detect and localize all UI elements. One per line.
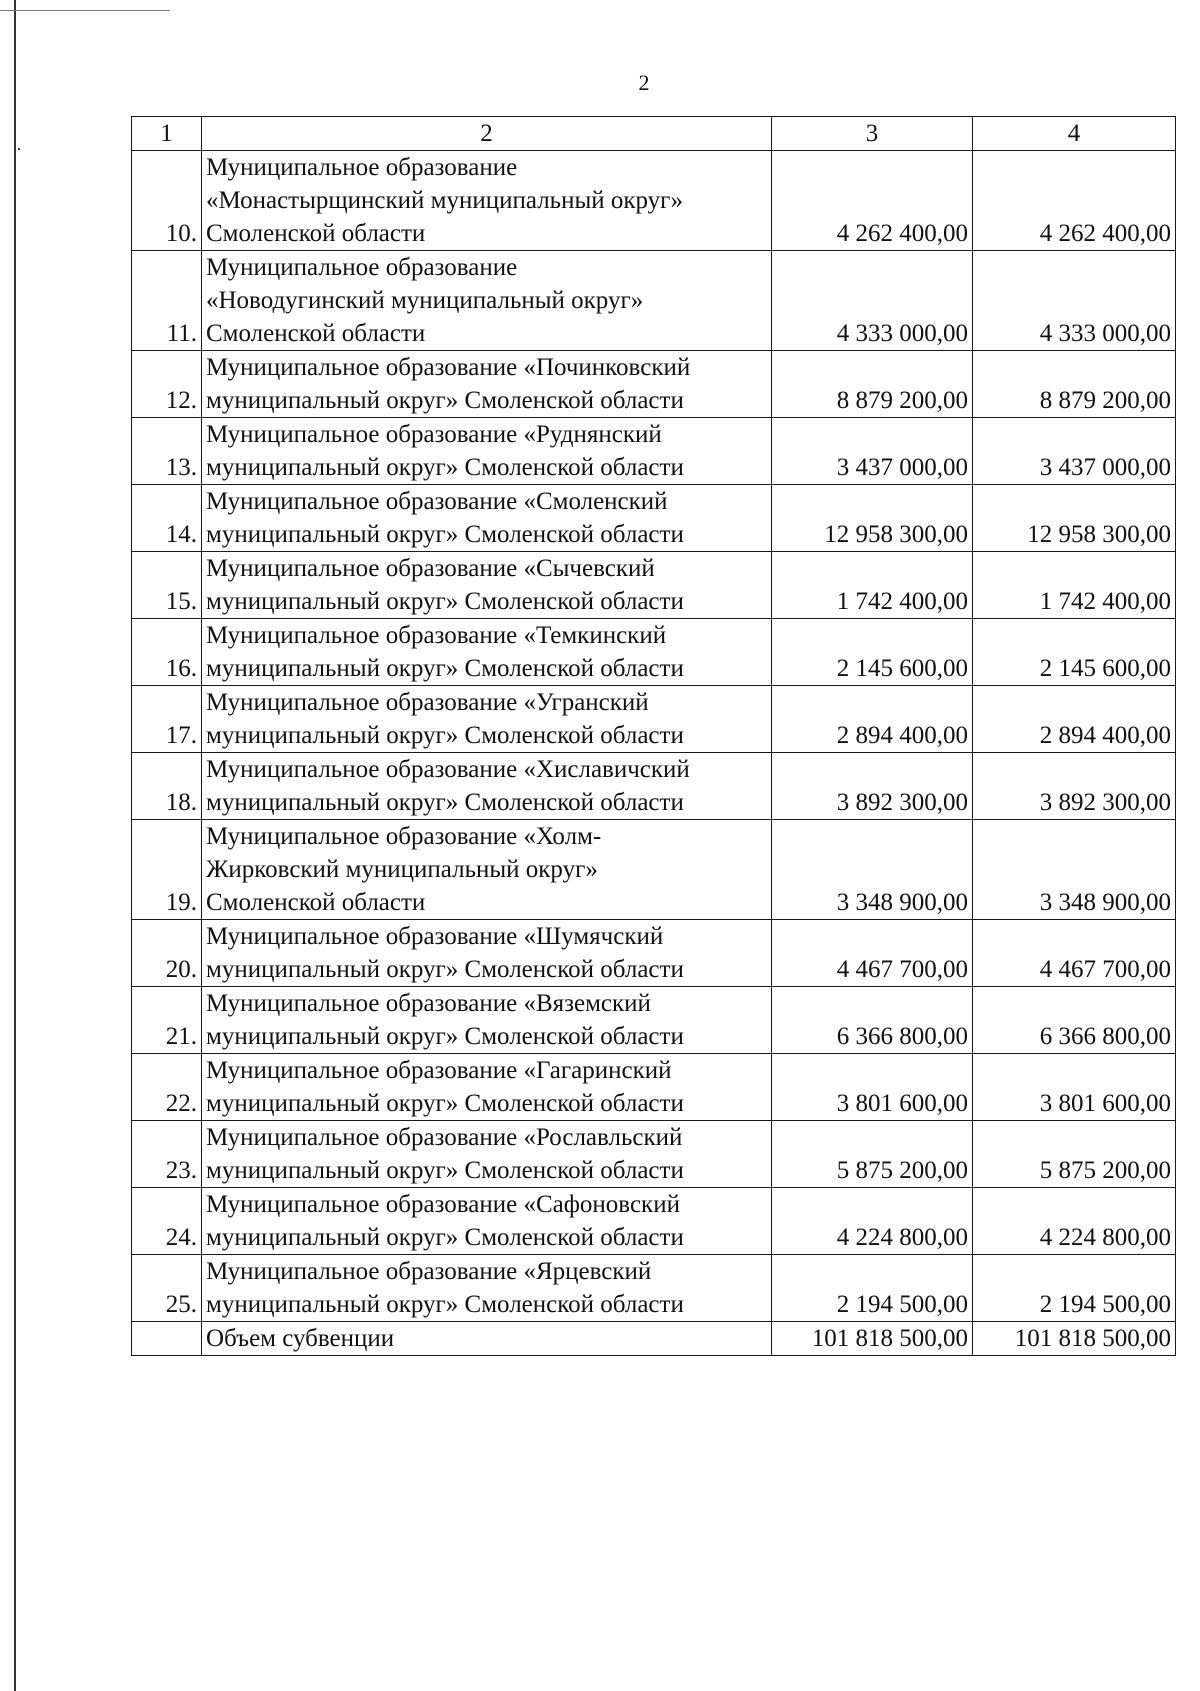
amount-col4: 12 958 300,00 — [973, 485, 1176, 552]
municipality-name: Муниципальное образование «Починковский муниципальный округ» Смоленской области — [202, 351, 772, 418]
municipality-name: Муниципальное образование «Монастырщинский муниципальный округ» Смоленской области — [202, 151, 772, 251]
row-number: 24. — [132, 1188, 202, 1255]
municipality-name: Муниципальное образование «Шумячский муниципальный округ» Смоленской области — [202, 920, 772, 987]
amount-col3: 3 348 900,00 — [772, 820, 973, 920]
amount-col3: 4 467 700,00 — [772, 920, 973, 987]
amount-col3: 4 333 000,00 — [772, 251, 973, 351]
amount-col4: 2 145 600,00 — [973, 619, 1176, 686]
municipality-name: Муниципальное образование «Сафоновский муниципальный округ» Смоленской области — [202, 1188, 772, 1255]
amount-col3: 2 194 500,00 — [772, 1255, 973, 1322]
amount-col4: 4 467 700,00 — [973, 920, 1176, 987]
table-row — [132, 820, 1176, 920]
table-row — [132, 552, 1176, 619]
table-row — [132, 920, 1176, 987]
row-number: 18. — [132, 753, 202, 820]
table-row — [132, 1121, 1176, 1188]
amount-col4: 3 801 600,00 — [973, 1054, 1176, 1121]
amount-col3: 1 742 400,00 — [772, 552, 973, 619]
row-number: 20. — [132, 920, 202, 987]
municipality-name: Муниципальное образование «Темкинский муниципальный округ» Смоленской области — [202, 619, 772, 686]
municipality-name: Муниципальное образование «Новодугинский муниципальный округ» Смоленской области — [202, 251, 772, 351]
amount-col3: 2 145 600,00 — [772, 619, 973, 686]
table-row — [132, 251, 1176, 351]
table-body — [132, 117, 1176, 1356]
row-number: 21. — [132, 987, 202, 1054]
amount-col4: 2 194 500,00 — [973, 1255, 1176, 1322]
total-col4: 101 818 500,00 — [973, 1322, 1176, 1356]
amount-col4: 4 224 800,00 — [973, 1188, 1176, 1255]
table-row — [132, 987, 1176, 1054]
amount-col3: 3 437 000,00 — [772, 418, 973, 485]
header-cell-1: 1 — [132, 117, 202, 151]
total-col3: 101 818 500,00 — [772, 1322, 973, 1356]
amount-col3: 3 801 600,00 — [772, 1054, 973, 1121]
total-label: Объем субвенции — [202, 1322, 772, 1356]
amount-col3: 4 224 800,00 — [772, 1188, 973, 1255]
municipality-name: Муниципальное образование «Руднянский муниципальный округ» Смоленской области — [202, 418, 772, 485]
header-cell-3: 3 — [772, 117, 973, 151]
municipality-name: Муниципальное образование «Угранский муниципальный округ» Смоленской области — [202, 686, 772, 753]
row-number: 15. — [132, 552, 202, 619]
amount-col3: 8 879 200,00 — [772, 351, 973, 418]
municipality-name: Муниципальное образование «Сычевский муниципальный округ» Смоленской области — [202, 552, 772, 619]
municipality-name: Муниципальное образование «Гагаринский муниципальный округ» Смоленской области — [202, 1054, 772, 1121]
row-number: 17. — [132, 686, 202, 753]
row-number: 16. — [132, 619, 202, 686]
row-number: 12. — [132, 351, 202, 418]
amount-col3: 6 366 800,00 — [772, 987, 973, 1054]
amount-col4: 3 892 300,00 — [973, 753, 1176, 820]
table-row — [132, 418, 1176, 485]
municipality-name: Муниципальное образование «Хиславичский муниципальный округ» Смоленской области — [202, 753, 772, 820]
amount-col4: 4 262 400,00 — [973, 151, 1176, 251]
table-row — [132, 686, 1176, 753]
row-number: 22. — [132, 1054, 202, 1121]
amount-col4: 8 879 200,00 — [973, 351, 1176, 418]
amount-col4: 6 366 800,00 — [973, 987, 1176, 1054]
row-number: 25. — [132, 1255, 202, 1322]
amount-col3: 3 892 300,00 — [772, 753, 973, 820]
amount-col3: 12 958 300,00 — [772, 485, 973, 552]
amount-col4: 2 894 400,00 — [973, 686, 1176, 753]
municipality-name: Муниципальное образование «Вяземский муниципальный округ» Смоленской области — [202, 987, 772, 1054]
header-cell-4: 4 — [973, 117, 1176, 151]
table-row — [132, 1054, 1176, 1121]
row-number: 14. — [132, 485, 202, 552]
subvention-table — [131, 116, 1176, 1356]
amount-col3: 5 875 200,00 — [772, 1121, 973, 1188]
amount-col3: 2 894 400,00 — [772, 686, 973, 753]
amount-col4: 5 875 200,00 — [973, 1121, 1176, 1188]
amount-col4: 1 742 400,00 — [973, 552, 1176, 619]
table-row — [132, 1255, 1176, 1322]
municipality-name: Муниципальное образование «Рославльский муниципальный округ» Смоленской области — [202, 1121, 772, 1188]
table-row — [132, 1188, 1176, 1255]
row-number: 10. — [132, 151, 202, 251]
table-row — [132, 351, 1176, 418]
municipality-name: Муниципальное образование «Холм- Жирковский муниципальный округ» Смоленской области — [202, 820, 772, 920]
table-row — [132, 485, 1176, 552]
municipality-name: Муниципальное образование «Смоленский муниципальный округ» Смоленской области — [202, 485, 772, 552]
table-header-row — [132, 117, 1176, 151]
amount-col4: 3 348 900,00 — [973, 820, 1176, 920]
amount-col3: 4 262 400,00 — [772, 151, 973, 251]
municipality-name: Муниципальное образование «Ярцевский муниципальный округ» Смоленской области — [202, 1255, 772, 1322]
amount-col4: 3 437 000,00 — [973, 418, 1176, 485]
scan-top-edge — [0, 10, 170, 11]
row-number: 13. — [132, 418, 202, 485]
row-number: 23. — [132, 1121, 202, 1188]
table-row — [132, 753, 1176, 820]
row-number: 11. — [132, 251, 202, 351]
table-row — [132, 619, 1176, 686]
table-row — [132, 151, 1176, 251]
total-number — [132, 1322, 202, 1356]
scan-left-edge — [14, 0, 16, 1691]
amount-col4: 4 333 000,00 — [973, 251, 1176, 351]
total-row — [132, 1322, 1176, 1356]
header-cell-2: 2 — [202, 117, 772, 151]
page-number: 2 — [638, 70, 650, 95]
scan-speck — [18, 148, 20, 150]
row-number: 19. — [132, 820, 202, 920]
